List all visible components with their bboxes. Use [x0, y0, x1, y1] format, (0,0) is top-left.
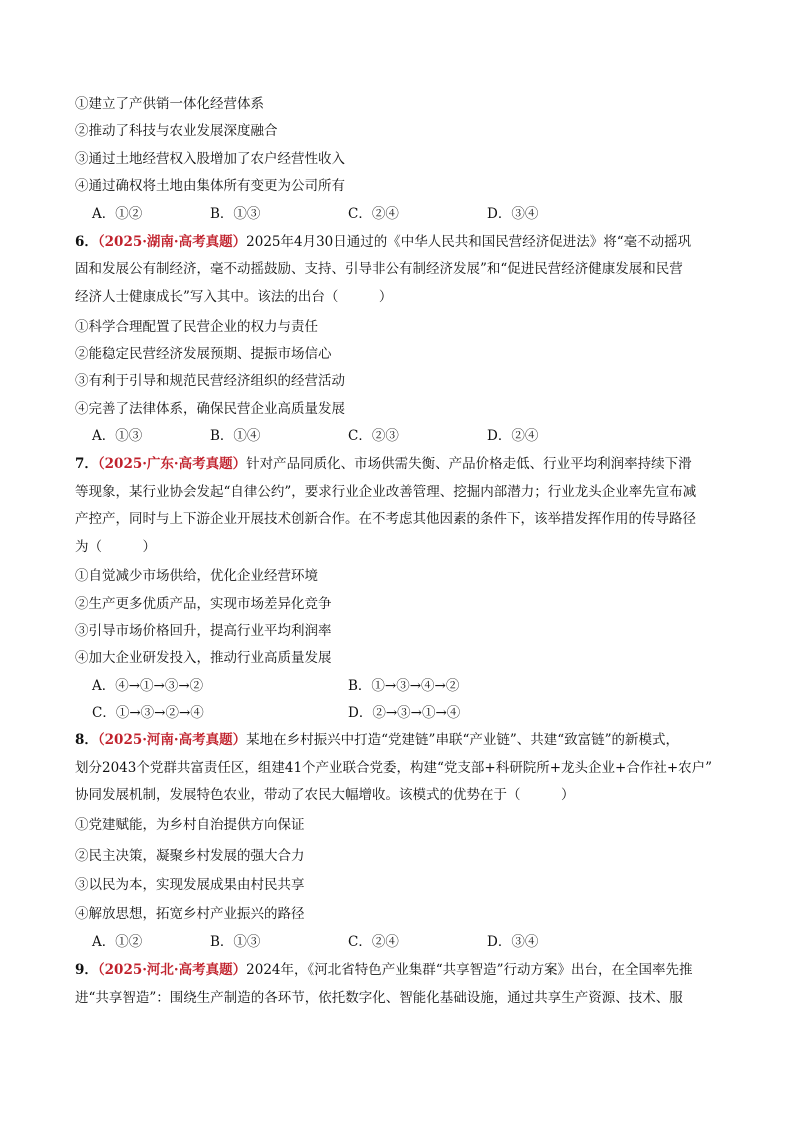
q8-item-4: ④解放思想，拓宽乡村产业振兴的路径 [75, 906, 305, 922]
q7-stem-text-1: 针对产品同质化、市场供需失衡、产品价格走低、行业平均利润率持续下滑 [246, 456, 692, 472]
q8-stem-line-1 [75, 731, 679, 749]
q5-item-4: ④通过确权将土地由集体所有变更为公司所有 [75, 178, 345, 194]
q7-number: 7． [75, 456, 98, 472]
q8-source: （2025·河南·高考真题） [97, 732, 247, 748]
q7-option-a[interactable]: A．④→①→③→② [92, 678, 204, 694]
q5-option-d[interactable]: D．③④ [487, 206, 539, 222]
q7-source: （2025·广东·高考真题） [97, 456, 247, 472]
q7-item-3: ③引导市场价格回升，提高行业平均利润率 [75, 623, 332, 639]
q7-stem-line-1 [75, 455, 692, 473]
q9-stem-line-2: 进“共享智造”：围绕生产制造的各环节，依托数字化、智能化基础设施，通过共享生产资源、技术、服 [75, 990, 683, 1006]
q6-stem-line-2: 固和发展公有制经济，毫不动摇鼓励、支持、引导非公有制经济发展”和“促进民营经济健康发展和民营 [75, 261, 683, 277]
q7-item-4: ④加大企业研发投入，推动行业高质量发展 [75, 650, 332, 666]
q5-option-c[interactable]: C．②④ [348, 206, 399, 222]
q8-item-1: ①党建赋能，为乡村自治提供方向保证 [75, 817, 305, 833]
q7-stem-line-2: 等现象，某行业协会发起“自律公约”，要求行业企业改善管理、挖掘内部潜力；行业龙头企业率先宣布减 [75, 484, 697, 500]
q8-stem-line-3: 协同发展机制，发展特色农业，带动了农民大幅增收。该模式的优势在于（ ） [75, 787, 575, 803]
q7-stem-line-4: 为（ ） [75, 539, 156, 555]
q9-number: 9． [75, 962, 98, 978]
q8-option-c[interactable]: C．②④ [348, 934, 399, 950]
q5-item-1: ①建立了产供销一体化经营体系 [75, 96, 264, 112]
q6-option-a[interactable]: A．①③ [92, 428, 143, 444]
q6-item-2: ②能稳定民营经济发展预期、提振市场信心 [75, 346, 332, 362]
q6-stem-line-1 [75, 233, 691, 251]
q9-source: （2025·河北·高考真题） [97, 962, 247, 978]
q6-stem-line-3: 经济人士健康成长”写入其中。该法的出台（ ） [75, 289, 393, 305]
q7-stem-line-3: 产控产，同时与上下游企业开展技术创新合作。在不考虑其他因素的条件下，该举措发挥作用的传导路径 [75, 511, 696, 527]
q8-option-a[interactable]: A．①② [92, 934, 143, 950]
q8-item-3: ③以民为本，实现发展成果由村民共享 [75, 877, 305, 893]
q5-option-a[interactable]: A．①② [92, 206, 143, 222]
q7-item-1: ①自觉减少市场供给，优化企业经营环境 [75, 568, 318, 584]
q8-stem-line-2: 划分2043个党群共富责任区，组建41个产业联合党委，构建“党支部+科研院所+龙头企业+合作社+农户” [75, 760, 713, 776]
q5-item-3: ③通过土地经营权入股增加了农户经营性收入 [75, 151, 345, 167]
q9-stem-line-1 [75, 961, 693, 979]
q7-item-2: ②生产更多优质产品，实现市场差异化竞争 [75, 596, 332, 612]
q6-source: （2025·湖南·高考真题） [97, 234, 247, 250]
q6-option-d[interactable]: D．②④ [487, 428, 539, 444]
q6-number: 6． [75, 234, 98, 250]
q6-item-1: ①科学合理配置了民营企业的权力与责任 [75, 319, 318, 335]
q6-option-b[interactable]: B．①④ [210, 428, 261, 444]
q5-option-b[interactable]: B．①③ [210, 206, 261, 222]
q8-option-b[interactable]: B．①③ [210, 934, 261, 950]
q6-option-c[interactable]: C．②③ [348, 428, 399, 444]
q9-stem-text-1: 2024年，《河北省特色产业集群“共享智造”行动方案》出台，在全国率先推 [246, 962, 693, 978]
q6-item-3: ③有利于引导和规范民营经济组织的经营活动 [75, 373, 345, 389]
q8-option-d[interactable]: D．③④ [487, 934, 539, 950]
q7-option-b[interactable]: B．①→③→④→② [348, 678, 460, 694]
q5-item-2: ②推动了科技与农业发展深度融合 [75, 123, 278, 139]
q8-number: 8． [75, 732, 98, 748]
q8-item-2: ②民主决策，凝聚乡村发展的强大合力 [75, 848, 305, 864]
q6-item-4: ④完善了法律体系，确保民营企业高质量发展 [75, 401, 345, 417]
q8-stem-text-1: 某地在乡村振兴中打造“党建链”串联“产业链”、共建“致富链”的新模式， [246, 732, 680, 748]
q6-stem-text-1: 2025年4月30日通过的《中华人民共和国民营经济促进法》将“毫不动摇巩 [246, 234, 692, 250]
q7-option-d[interactable]: D．②→③→①→④ [348, 705, 461, 721]
q7-option-c[interactable]: C．①→③→②→④ [92, 705, 204, 721]
